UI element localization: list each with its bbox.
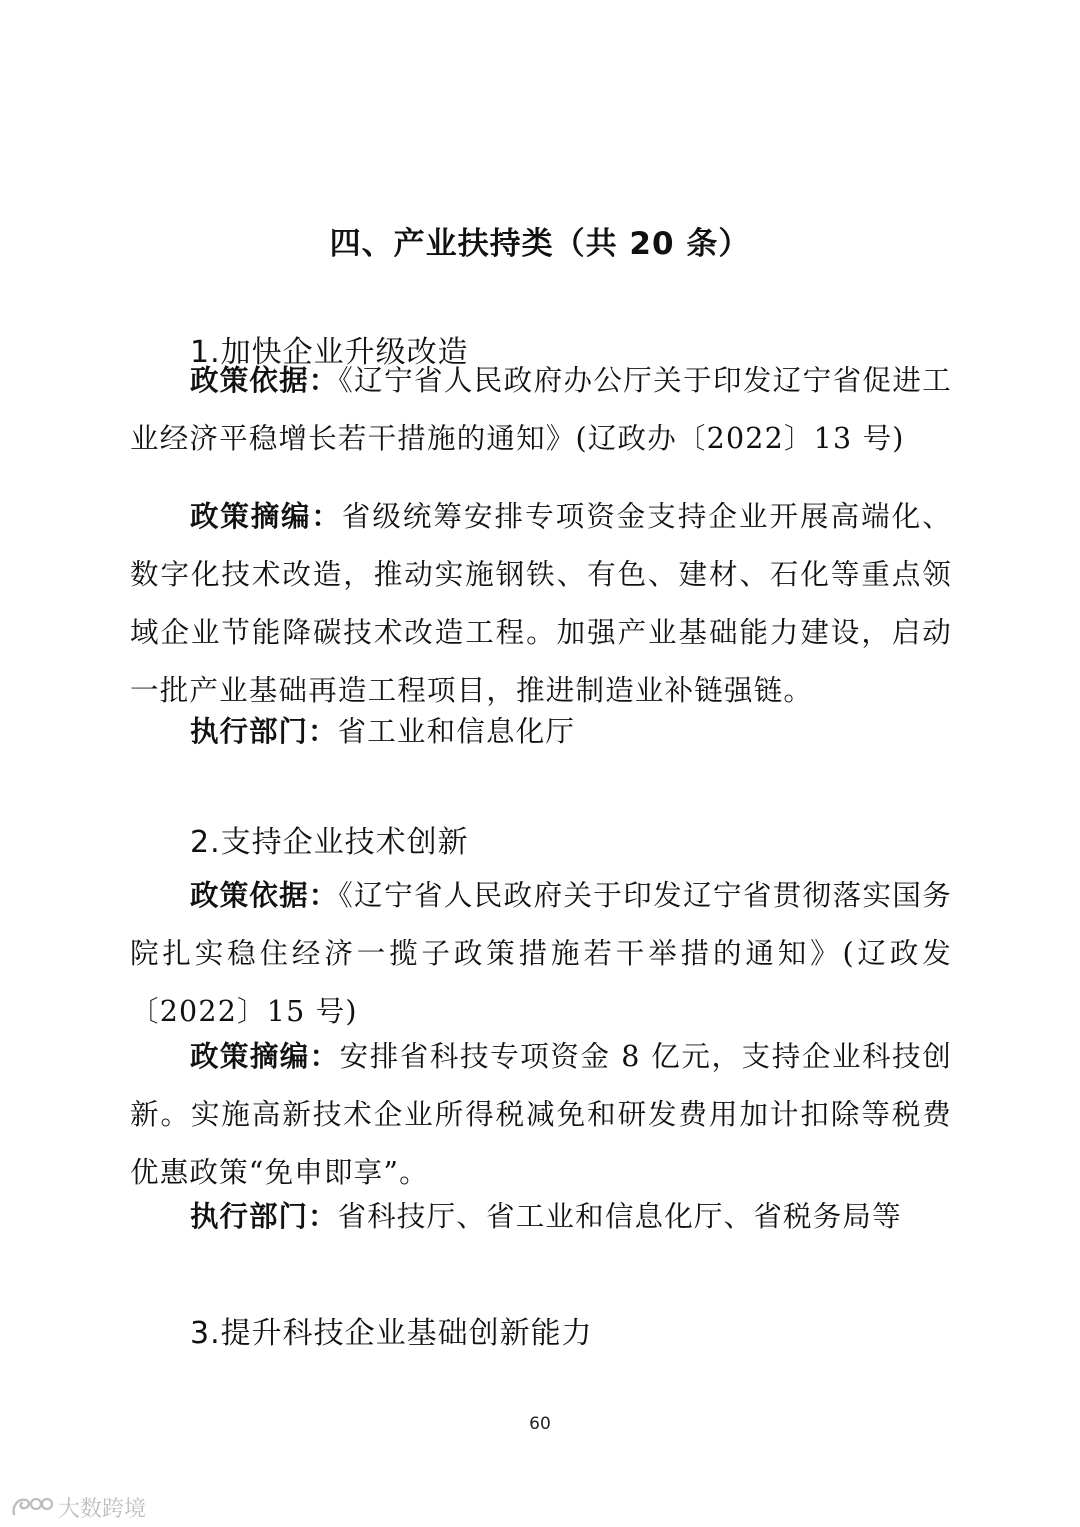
item-1-dept-text: 省工业和信息化厅	[337, 715, 576, 748]
item-1-summary-label: 政策摘编：	[190, 500, 342, 533]
item-2-dept-text: 省科技厅、省工业和信息化厅、省税务局等	[337, 1200, 902, 1233]
item-1-summary-text: 省级统筹安排专项资金支持企业开展高端化、数字化技术改造，推动实施钢铁、有色、建材、石化等重点领域企业节能降碳技术改造工程。加强产业基础能力建设，启动一批产业基础再造工程项目，推进制造业补链强链。	[130, 500, 952, 707]
item-2-department	[130, 1188, 952, 1246]
watermark-text: 大数跨境	[58, 1496, 147, 1522]
item-1-title: 1.加快企业升级改造	[190, 335, 469, 370]
item-1-summary	[130, 488, 952, 720]
item-2-summary-text: 安排省科技专项资金 8 亿元，支持企业科技创新。实施高新技术企业所得税减免和研发费用加计扣除等税费优惠政策“免申即享”。	[130, 1040, 952, 1189]
item-1-basis-label: 政策依据：	[190, 364, 339, 397]
page-number: 60	[529, 1414, 551, 1434]
item-1-department	[130, 703, 952, 761]
item-2-summary-label: 政策摘编：	[190, 1040, 340, 1073]
item-2-basis-text: 《辽宁省人民政府关于印发辽宁省贯彻落实国务院扎实稳住经济一揽子政策措施若干举措的通知》(辽政发〔2022〕15 号)	[130, 879, 952, 1028]
item-2-basis	[130, 867, 952, 1041]
item-2-basis-label: 政策依据：	[190, 879, 339, 912]
item-2-title: 2.支持企业技术创新	[190, 825, 469, 860]
brand-logo-icon	[10, 1494, 54, 1520]
watermark	[10, 1492, 146, 1522]
item-1-basis-text: 《辽宁省人民政府办公厅关于印发辽宁省促进工业经济平稳增长若干措施的通知》(辽政办〔2022〕13 号)	[130, 364, 952, 455]
item-3-title: 3.提升科技企业基础创新能力	[190, 1316, 593, 1351]
item-1-dept-label: 执行部门：	[190, 715, 338, 748]
item-2-summary	[130, 1028, 952, 1202]
item-1-basis	[130, 352, 952, 468]
section-title: 四、产业扶持类（共 20 条）	[329, 226, 751, 262]
item-2-dept-label: 执行部门：	[190, 1200, 338, 1233]
